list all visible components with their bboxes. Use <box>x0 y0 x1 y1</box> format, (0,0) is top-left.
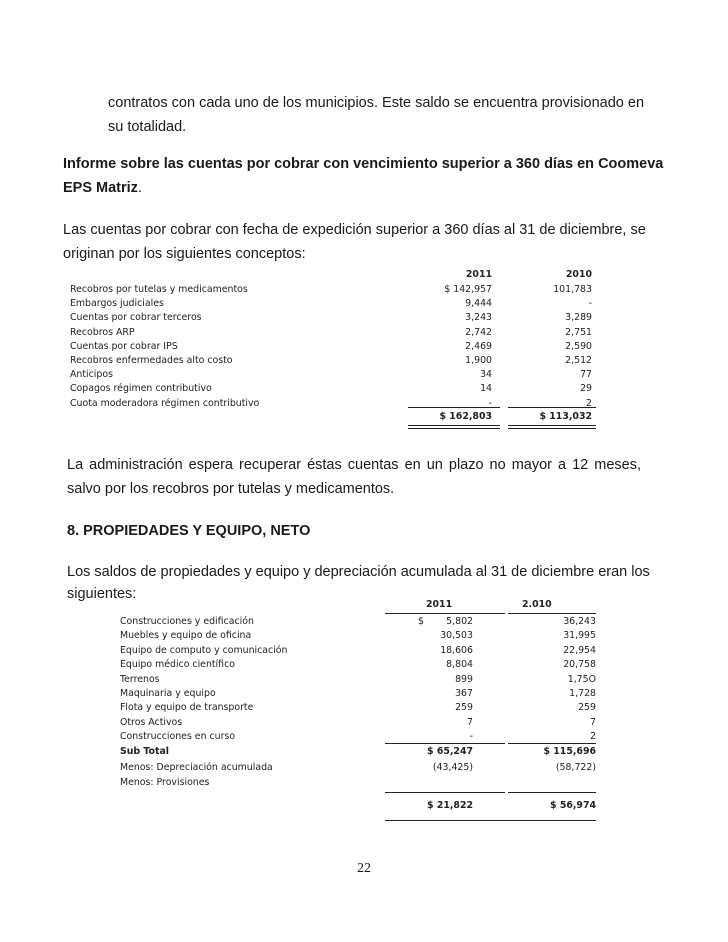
row-value-2011: 14 <box>480 383 492 395</box>
informe-heading-period: . <box>137 180 142 196</box>
row-value-2010: 2 <box>586 397 592 409</box>
total-2011: $ 162,803 <box>439 411 492 422</box>
double-rule-2011-b <box>408 428 500 429</box>
row-value-2010: 1,75O <box>567 673 596 685</box>
row-value-2011: 259 <box>455 702 473 714</box>
row-value-2010: 36,243 <box>563 616 596 627</box>
row-label: Maquinaria y equipo <box>120 688 216 699</box>
table-row <box>120 615 596 629</box>
row-value-2011: 8,804 <box>446 659 473 671</box>
subtotal-top-rule-2011 <box>385 743 505 744</box>
table-row <box>120 658 596 672</box>
row-label: Otros Activos <box>120 716 183 728</box>
provisions-label: Menos: Provisiones <box>120 777 210 788</box>
row-value-2011: 18,606 <box>440 644 473 656</box>
table-row <box>120 687 596 701</box>
row-value-2010: 2 <box>590 731 596 743</box>
row-value-2010: 259 <box>578 702 596 714</box>
informe-heading-line-1: Informe sobre las cuentas por cobrar con vencimiento superior a 360 días en Coomeva <box>63 156 664 172</box>
header-rule-2011 <box>385 613 505 614</box>
row-value-2011: 899 <box>455 673 473 685</box>
row-value-2010: 1,728 <box>569 688 596 699</box>
row-value-2011: $ 142,957 <box>444 284 492 295</box>
table-row <box>70 368 596 382</box>
table-row <box>70 297 596 311</box>
depreciation-row <box>120 761 596 775</box>
subtotal-2010: $ 115,696 <box>543 746 596 757</box>
row-value-2010: 2,751 <box>565 326 592 338</box>
row-value-2010: 2,590 <box>565 340 592 352</box>
row-value-2011: 3,243 <box>465 312 492 324</box>
row-value-2011: - <box>469 731 473 743</box>
row-value-2010: 2,512 <box>565 355 592 366</box>
table-header <box>120 598 596 612</box>
row-value-2011: 1,900 <box>465 355 492 366</box>
row-value-2010: 3,289 <box>565 312 592 324</box>
row-label: Recobros por tutelas y medicamentos <box>70 284 248 295</box>
row-label: Copagos régimen contributivo <box>70 383 212 395</box>
row-value-2010: 22,954 <box>563 644 596 656</box>
column-header-2011: 2011 <box>426 599 453 610</box>
net-top-rule-2011 <box>385 792 505 793</box>
subtotal-2011: $ 65,247 <box>427 746 473 757</box>
property-table <box>120 598 596 823</box>
depreciation-label: Menos: Depreciación acumulada <box>120 762 273 773</box>
row-label: Terrenos <box>120 673 160 685</box>
row-value-2010: 20,758 <box>563 659 596 671</box>
table-header <box>70 268 596 282</box>
subtotal-label: Sub Total <box>120 746 170 757</box>
admin-para-line-2: salvo por los recobros por tutelas y medicamentos. <box>67 481 395 497</box>
receivables-table <box>70 268 596 436</box>
subtotal-top-rule-2010 <box>508 743 596 744</box>
row-label: Embargos judiciales <box>70 298 164 310</box>
table-row <box>120 716 596 730</box>
page-number: 22 <box>357 861 371 876</box>
net-2011: $ 21,822 <box>427 800 473 811</box>
row-label: Equipo de computo y comunicación <box>120 644 288 656</box>
depreciation-2011: (43,425) <box>432 762 473 773</box>
table-row <box>70 326 596 340</box>
currency-symbol: $ <box>418 616 424 627</box>
row-label: Recobros enfermedades alto costo <box>70 355 233 366</box>
column-header-2010: 2.010 <box>522 599 552 610</box>
row-label: Cuentas por cobrar terceros <box>70 312 202 324</box>
table-row <box>120 673 596 687</box>
double-rule-2010-b <box>508 428 596 429</box>
table-row <box>70 382 596 396</box>
section-8-para-line-2: siguientes: <box>67 586 137 602</box>
row-value-2011: 34 <box>480 369 492 381</box>
row-value-2010: 31,995 <box>563 630 596 642</box>
total-2010: $ 113,032 <box>539 411 592 422</box>
row-value-2010: - <box>588 298 592 310</box>
intro-line-2: su totalidad. <box>108 119 187 135</box>
row-label: Anticipos <box>70 369 113 381</box>
row-value-2011: 7 <box>467 716 473 728</box>
admin-para-line-1: La administración espera recuperar éstas cuentas en un plazo no mayor a 12 meses, <box>67 457 641 473</box>
row-value-2010: 29 <box>580 383 592 395</box>
total-row <box>70 410 596 424</box>
intro-line-1: contratos con cada uno de los municipios. Este saldo se encuentra provisionado en <box>108 95 645 111</box>
column-header-2011: 2011 <box>465 269 492 280</box>
row-value-2011: 9,444 <box>465 298 492 310</box>
table-row <box>120 644 596 658</box>
row-label: Equipo médico científico <box>120 659 235 671</box>
table-row <box>70 354 596 368</box>
row-value-2011: 5,802 <box>446 616 473 627</box>
informe-para-line-1: Las cuentas por cobrar con fecha de expedición superior a 360 días al 31 de diciembre, se <box>63 222 646 238</box>
row-label: Construcciones y edificación <box>120 616 254 627</box>
row-label: Flota y equipo de transporte <box>120 702 254 714</box>
row-value-2010: 101,783 <box>553 284 592 295</box>
table-row <box>70 311 596 325</box>
section-8-heading: 8. PROPIEDADES Y EQUIPO, NETO <box>67 523 311 539</box>
subtotal-row <box>120 745 596 759</box>
row-value-2011: - <box>488 397 492 409</box>
header-rule-2010 <box>508 613 596 614</box>
provisions-row <box>120 776 596 790</box>
net-2010: $ 56,974 <box>550 800 596 811</box>
depreciation-2010: (58,722) <box>555 762 596 773</box>
subtotal-rule-2011 <box>408 407 500 408</box>
table-row <box>70 283 596 297</box>
informe-heading-line-2 <box>63 176 142 200</box>
double-rule-2010-a <box>508 425 596 426</box>
row-value-2011: 2,469 <box>465 340 492 352</box>
row-label: Recobros ARP <box>70 326 135 338</box>
row-value-2011: 30,503 <box>440 630 473 642</box>
net-top-rule-2010 <box>508 792 596 793</box>
table-row <box>120 701 596 715</box>
net-total-row <box>120 799 596 813</box>
row-value-2011: 367 <box>455 688 473 699</box>
row-value-2011: 2,742 <box>465 326 492 338</box>
row-value-2010: 7 <box>590 716 596 728</box>
subtotal-rule-2010 <box>508 407 596 408</box>
informe-para-line-2: originan por los siguientes conceptos: <box>63 246 306 262</box>
double-rule-2011-a <box>408 425 500 426</box>
informe-heading-bold: EPS Matriz <box>63 180 138 196</box>
row-value-2010: 77 <box>580 369 592 381</box>
table-row <box>120 629 596 643</box>
table-row <box>70 397 596 411</box>
row-label: Construcciones en curso <box>120 731 236 743</box>
row-label: Muebles y equipo de oficina <box>120 630 252 642</box>
net-bottom-rule <box>385 820 596 821</box>
table-row <box>70 340 596 354</box>
row-label: Cuota moderadora régimen contributivo <box>70 397 260 409</box>
row-label: Cuentas por cobrar IPS <box>70 340 178 352</box>
column-header-2010: 2010 <box>565 269 592 280</box>
section-8-para-line-1: Los saldos de propiedades y equipo y depreciación acumulada al 31 de diciembre eran los <box>67 564 650 580</box>
